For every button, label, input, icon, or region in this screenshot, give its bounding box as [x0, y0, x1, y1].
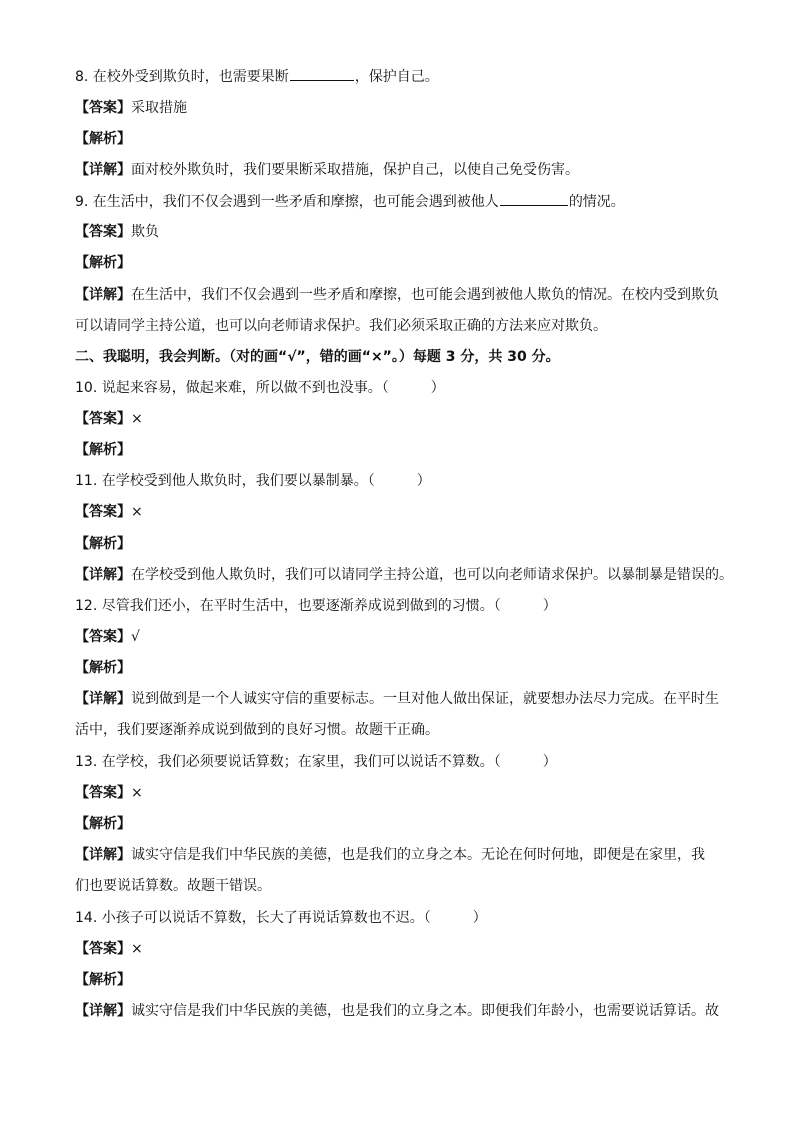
detail-line — [75, 565, 754, 585]
analysis-line — [75, 814, 754, 834]
answer-value: × — [131, 411, 143, 427]
answer-value: × — [131, 941, 143, 957]
answer-value: 采取措施 — [131, 100, 187, 116]
close-paren: ） — [542, 754, 557, 770]
answer-line — [75, 98, 754, 118]
detail-text: 说到做到是一个人诚实守信的重要标志。一旦对他人做出保证，就要想办法尽力完成。在平时生 — [131, 691, 719, 707]
answer-blank — [290, 66, 354, 81]
detail-text: 诚实守信是我们中华民族的美德，也是我们的立身之本。即便我们年龄小，也需要说话算话。故 — [131, 1003, 719, 1019]
answer-blank — [500, 191, 568, 206]
question-14 — [75, 908, 754, 928]
detail-text: 诚实守信是我们中华民族的美德，也是我们的立身之本。无论在何时何地，即便是在家里，我 — [131, 847, 705, 863]
detail-line — [75, 1001, 754, 1021]
question-9-text: 9. 在生活中，我们不仅会遇到一些矛盾和摩擦，也可能会遇到被他人 — [75, 194, 499, 210]
detail-text: 可以请同学主持公道，也可以向老师请求保护。我们必须采取正确的方法来应对欺负。 — [75, 318, 607, 334]
answer-label: 【答案】 — [75, 224, 131, 240]
answer-line — [75, 939, 754, 959]
detail-line-continued — [75, 720, 754, 740]
detail-line — [75, 160, 754, 180]
analysis-label: 【解析】 — [75, 972, 131, 988]
close-paren: ） — [416, 473, 431, 489]
detail-label: 【详解】 — [75, 1003, 131, 1019]
detail-text: 活中，我们要逐渐养成说到做到的良好习惯。故题干正确。 — [75, 722, 439, 738]
question-12 — [75, 596, 754, 616]
analysis-label: 【解析】 — [75, 442, 131, 458]
question-8-text-end: ，保护自己。 — [354, 69, 439, 85]
section-heading — [75, 347, 754, 367]
answer-line — [75, 502, 754, 522]
analysis-line — [75, 253, 754, 273]
detail-text: 在学校受到他人欺负时，我们可以请同学主持公道，也可以向老师请求保护。以暴制暴是错误的。 — [131, 567, 733, 583]
analysis-line — [75, 658, 754, 678]
analysis-line — [75, 440, 754, 460]
detail-text: 们也要说话算数。故题干错误。 — [75, 878, 271, 894]
analysis-label: 【解析】 — [75, 816, 131, 832]
answer-line — [75, 409, 754, 429]
detail-line-continued — [75, 316, 754, 336]
answer-label: 【答案】 — [75, 785, 131, 801]
question-10-text: 10. 说起来容易，做起来难，所以做不到也没事。（ — [75, 380, 389, 396]
detail-label: 【详解】 — [75, 567, 131, 583]
analysis-label: 【解析】 — [75, 660, 131, 676]
analysis-line — [75, 534, 754, 554]
analysis-line — [75, 970, 754, 990]
detail-text: 在生活中，我们不仅会遇到一些矛盾和摩擦，也可能会遇到被他人欺负的情况。在校内受到欺负 — [131, 287, 719, 303]
answer-label: 【答案】 — [75, 941, 131, 957]
detail-line-continued — [75, 876, 754, 896]
question-8-text: 8. 在校外受到欺负时，也需要果断 — [75, 69, 289, 85]
analysis-label: 【解析】 — [75, 255, 131, 271]
analysis-line — [75, 129, 754, 149]
detail-text: 面对校外欺负时，我们要果断采取措施，保护自己，以使自己免受伤害。 — [131, 162, 579, 178]
answer-line — [75, 627, 754, 647]
detail-label: 【详解】 — [75, 691, 131, 707]
answer-value: × — [131, 504, 143, 520]
detail-line — [75, 845, 754, 865]
answer-line — [75, 783, 754, 803]
question-12-text: 12. 尽管我们还小，在平时生活中，也要逐渐养成说到做到的习惯。（ — [75, 598, 501, 614]
question-14-text: 14. 小孩子可以说话不算数，长大了再说话算数也不迟。（ — [75, 910, 431, 926]
detail-line — [75, 285, 754, 305]
answer-label: 【答案】 — [75, 100, 131, 116]
question-9 — [75, 191, 754, 212]
answer-label: 【答案】 — [75, 411, 131, 427]
close-paren: ） — [542, 598, 557, 614]
answer-label: 【答案】 — [75, 629, 131, 645]
close-paren: ） — [472, 910, 487, 926]
analysis-label: 【解析】 — [75, 536, 131, 552]
answer-value: × — [131, 785, 143, 801]
question-11 — [75, 471, 754, 491]
question-9-text-end: 的情况。 — [568, 194, 625, 210]
answer-line — [75, 222, 754, 242]
detail-line — [75, 689, 754, 709]
question-11-text: 11. 在学校受到他人欺负时，我们要以暴制暴。（ — [75, 473, 375, 489]
question-8 — [75, 66, 754, 87]
question-13 — [75, 752, 754, 772]
question-10 — [75, 378, 754, 398]
answer-value: √ — [131, 629, 140, 645]
section-title: 二、我聪明，我会判断。（对的画“√”，错的画“×”。）每题 3 分，共 30 分。 — [75, 349, 560, 365]
question-13-text: 13. 在学校，我们必须要说话算数；在家里，我们可以说话不算数。（ — [75, 754, 501, 770]
detail-label: 【详解】 — [75, 847, 131, 863]
answer-value: 欺负 — [131, 224, 159, 240]
answer-label: 【答案】 — [75, 504, 131, 520]
close-paren: ） — [430, 380, 445, 396]
analysis-label: 【解析】 — [75, 131, 131, 147]
detail-label: 【详解】 — [75, 287, 131, 303]
detail-label: 【详解】 — [75, 162, 131, 178]
